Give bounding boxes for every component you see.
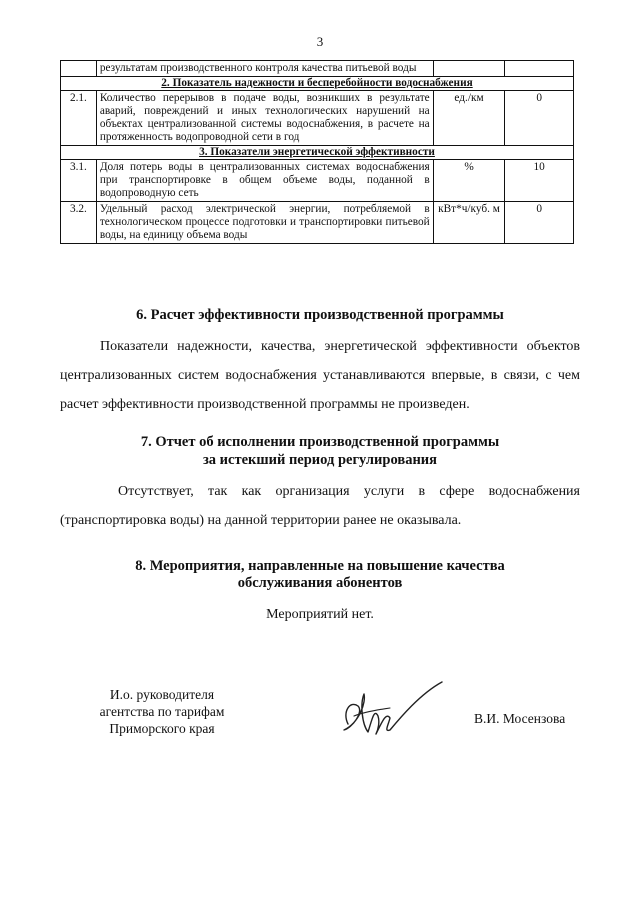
- section-title: 3. Показатели энергетической эффективности: [61, 146, 574, 160]
- section-8-text: Мероприятий нет.: [266, 607, 374, 622]
- table-cell-value: [505, 61, 574, 77]
- table-cell-name: результатам производственного контроля качества питьевой воды: [96, 61, 433, 77]
- section-title: 2. Показатель надежности и бесперебойности водоснабжения: [61, 77, 574, 91]
- table-cell-unit: ед./км: [433, 91, 505, 146]
- table-cell-num: 3.1.: [61, 160, 97, 202]
- table-cell-value: 0: [505, 202, 574, 244]
- signer-position-line3: Приморского края: [109, 721, 215, 736]
- section-8-heading-line2: обслуживания абонентов: [237, 575, 403, 591]
- table-section-header: [61, 146, 574, 160]
- page-number: 3: [316, 34, 324, 49]
- table-cell-value: 10: [505, 160, 574, 202]
- table-cell-unit: кВт*ч/куб. м: [433, 202, 505, 244]
- indicators-table: [60, 60, 574, 244]
- table-section-header: [61, 77, 574, 91]
- table-cell-value: 0: [505, 91, 574, 146]
- section-7-heading-line2: за истекший период регулирования: [202, 452, 438, 468]
- table-row: [61, 61, 574, 77]
- table-cell-num: 2.1.: [61, 91, 97, 146]
- table-cell-num: 3.2.: [61, 202, 97, 244]
- table-cell-unit: [433, 61, 505, 77]
- table-cell-name: Удельный расход электрической энергии, потребляемой в технологическом процессе подготовки и транспортировки питьевой воды, на единицу объема воды: [96, 202, 433, 244]
- section-7-text: Отсутствует, так как организация услуги в сфере водоснабжения (транспортировка воды) на данной территории ранее не оказывала.: [60, 484, 580, 528]
- section-6-heading: 6. Расчет эффективности производственной программы: [136, 307, 504, 323]
- signer-position-line2: агентства по тарифам: [99, 704, 225, 719]
- table-cell-name: Количество перерывов в подаче воды, возникших в результате аварий, повреждений и иных технологических нарушений на объектах централизованной системы водоснабжения, в расчете на протяженность водопроводной сети в год: [96, 91, 433, 146]
- signer-name: В.И. Мосензова: [474, 711, 566, 726]
- section-6-text: Показатели надежности, качества, энергетической эффективности объектов централизованных систем водоснабжения устанавливаются впервые, в связи, с чем расчет эффективности производственной программы не произведен.: [60, 339, 580, 412]
- table-row: [61, 202, 574, 244]
- table-row: [61, 91, 574, 146]
- table-cell-num: [61, 61, 97, 77]
- section-8-heading-line1: 8. Мероприятия, направленные на повышение качества: [135, 558, 505, 574]
- section-7-heading-line1: 7. Отчет об исполнении производственной программы: [140, 434, 500, 450]
- table-row: [61, 160, 574, 202]
- table-cell-unit: %: [433, 160, 505, 202]
- signer-position-line1: И.о. руководителя: [109, 687, 215, 702]
- table-cell-name: Доля потерь воды в централизованных системах водоснабжения при транспортировке в общем объеме воды, поданной в водопроводную сеть: [96, 160, 433, 202]
- signer-position: [82, 686, 242, 737]
- handwritten-signature: [320, 672, 450, 747]
